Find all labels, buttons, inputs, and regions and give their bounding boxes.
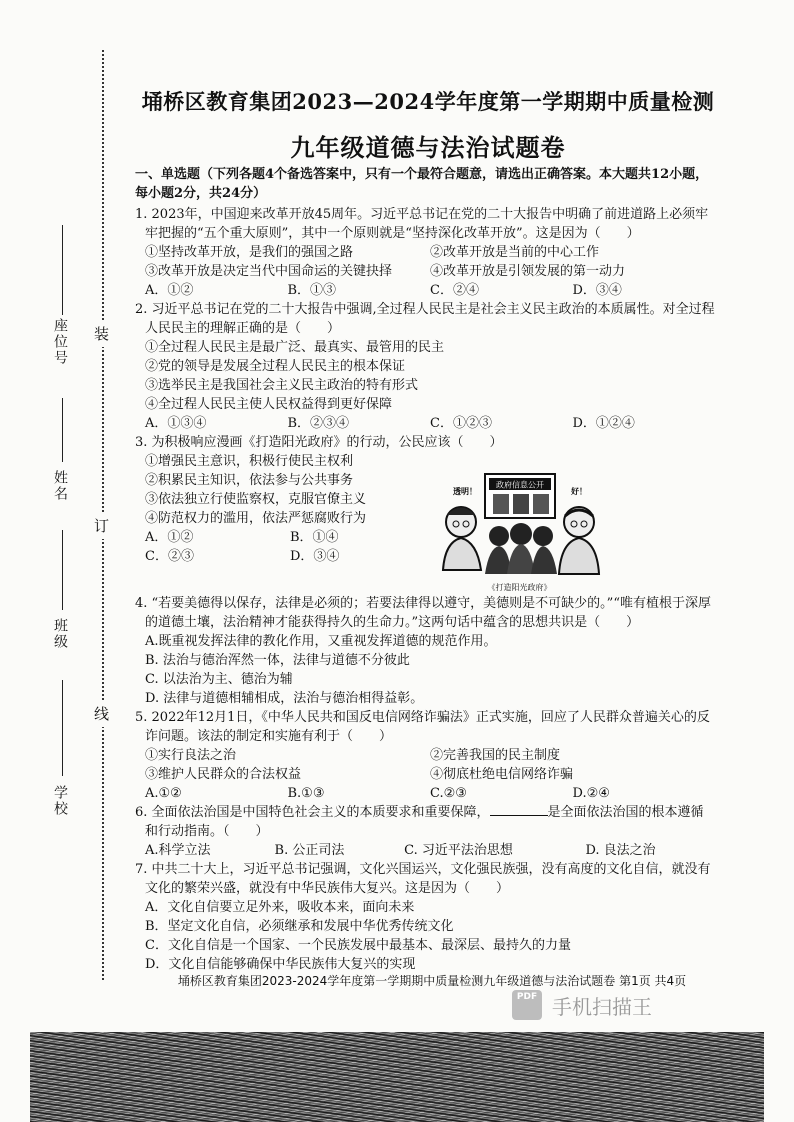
answer-choice[interactable]: C．②③ [145, 549, 194, 564]
statement-item: ③选举民主是我国社会主义民主政治的特有形式 [145, 378, 419, 393]
answer-choice[interactable]: A．文化自信要立足外来，吸收本来，面向未来 [145, 900, 415, 915]
answer-choice[interactable]: D. 法律与道德相辅相成，法治与德治相得益彰。 [145, 691, 424, 706]
answer-choice[interactable]: D．③④ [572, 283, 622, 298]
class-field-line [62, 530, 63, 610]
question-stem [135, 803, 715, 841]
exam-title: 埇桥区教育集团2023—2024学年度第一学期期中质量检测 [141, 89, 715, 114]
binding-mark-xian: 线 [94, 700, 109, 727]
question-4 [135, 594, 715, 708]
question-stem: 4. “若要美德得以保存，法律是必须的；若要法律得以遵守，美德则是不可缺少的。”“唯有植根于深厚的道德土壤，法治精神才能获得持久的生命力。”这两句话中蕴含的思想共识是（ ） [135, 596, 711, 630]
watermark-text: 手机扫描王 [552, 994, 652, 1019]
answer-choice[interactable]: A.科学立法 [145, 843, 211, 858]
seat-label: 座位号 [52, 318, 68, 366]
pdf-badge-icon: PDF [512, 990, 542, 1020]
answer-choice[interactable]: A.既重视发挥法律的教化作用，又重视发挥道德的规范作用。 [145, 634, 497, 649]
class-label: 班级 [52, 618, 68, 650]
school-field-line [62, 680, 63, 776]
question-stem: 3. 为积极响应漫画《打造阳光政府》的行动，公民应该（ ） [135, 435, 503, 450]
seat-field-line [62, 225, 63, 315]
answer-choice[interactable]: C．①②③ [430, 416, 492, 431]
statement-item: ②党的领导是发展全过程人民民主的根本保证 [145, 359, 406, 374]
question-1 [135, 205, 715, 300]
answer-choice[interactable]: B．①④ [290, 530, 339, 545]
question-3 [135, 433, 715, 590]
answer-choice[interactable]: B. 法治与德治浑然一体，法律与道德不分彼此 [145, 653, 410, 668]
scan-noise-strip [30, 1032, 764, 1122]
answer-choice[interactable]: B．坚定文化自信，必须继承和发展中华优秀传统文化 [145, 919, 454, 934]
statement-item: ④防范权力的滥用，依法严惩腐败行为 [145, 511, 367, 526]
binding-margin [0, 0, 118, 1030]
answer-choice[interactable]: A．①② [145, 530, 194, 545]
cartoon-right-speech: 好！ [571, 487, 587, 496]
cartoon-caption: 《打造阳光政府》 [487, 583, 552, 592]
question-7 [135, 860, 715, 974]
answer-choice[interactable]: A．①② [145, 283, 194, 298]
statement-item: ④全过程人民民主使人民权益得到更好保障 [145, 397, 393, 412]
answer-choice[interactable]: B.①③ [287, 786, 325, 801]
statement-item: ②改革开放是当前的中心工作 [430, 245, 600, 260]
statement-item: ③依法独立行使监察权，克服官僚主义 [145, 492, 367, 507]
answer-choice[interactable]: C．②④ [430, 283, 479, 298]
question-stem: 2. 习近平总书记在党的二十大报告中强调,全过程人民民主是社会主义民主政治的本质属性。对全过程人民民主的理解正确的是（ ） [135, 302, 715, 336]
statement-item: ②完善我国的民主制度 [430, 748, 561, 763]
answer-choice[interactable]: B. 公正司法 [274, 843, 345, 858]
question-stem-part: 6. 全面依法治国是中国特色社会主义的本质要求和重要保障， [135, 805, 490, 820]
statement-item: ①全过程人民民主是最广泛、最真实、最管用的民主 [145, 340, 445, 355]
answer-choice[interactable]: C. 以法治为主、德治为辅 [145, 672, 293, 687]
section-heading: 一、单选题（下列各题4个备选答案中，只有一个最符合题意，请选出正确答案。本大题共12小题，每小题2分，共24分） [135, 167, 709, 201]
binding-mark-ding: 订 [94, 512, 109, 539]
cartoon-illustration [437, 470, 602, 578]
answer-choice[interactable]: B．②③④ [287, 416, 350, 431]
cartoon-board-text: 政府信息公开 [496, 480, 544, 490]
answer-choice[interactable]: C.②③ [430, 786, 467, 801]
answer-choice[interactable]: A.①② [145, 786, 182, 801]
statement-item: ④改革开放是引领发展的第一动力 [430, 264, 626, 279]
binding-mark-zhuang: 装 [94, 320, 109, 347]
question-stem: 7. 中共二十大上，习近平总书记强调，文化兴国运兴，文化强民族强，没有高度的文化自信，就没有文化的繁荣兴盛，就没有中华民族伟大复兴。这是因为（ ） [135, 862, 711, 896]
statement-item: ②积累民主知识，依法参与公共事务 [145, 473, 354, 488]
answer-choice[interactable]: D．文化自信能够确保中华民族伟大复兴的实现 [145, 957, 416, 972]
answer-choice[interactable]: D．①②④ [572, 416, 635, 431]
answer-choice[interactable]: C. 习近平法治思想 [404, 843, 513, 858]
statement-item: ③维护人民群众的合法权益 [145, 767, 302, 782]
statement-item: ③改革开放是决定当代中国命运的关键抉择 [145, 264, 393, 279]
question-6 [135, 803, 715, 860]
answer-choice[interactable]: D. 良法之治 [585, 843, 656, 858]
name-field-line [62, 398, 63, 462]
answer-choice[interactable]: D.②④ [572, 786, 610, 801]
question-stem-part: 是全面依法治国的根本遵循和行动指南。（ ） [145, 805, 704, 839]
question-stem: 1. 2023年，中国迎来改革开放45周年。习近平总书记在党的二十大报告中明确了前进道路上必须牢牢把握的“五个重大原则”，其中一个原则就是“坚持深化改革开放”。这是因为（ ） [135, 207, 709, 241]
sunshine-government-cartoon [437, 470, 602, 590]
page-footer: 埇桥区教育集团2023-2024学年度第一学期期中质量检测九年级道德与法治试题卷 第1页 共4页 [177, 974, 687, 988]
statement-item: ④彻底杜绝电信网络诈骗 [430, 767, 574, 782]
name-label: 姓名 [52, 470, 68, 502]
school-label: 学校 [52, 785, 68, 817]
answer-choice[interactable]: D．③④ [290, 549, 340, 564]
answer-choice[interactable]: A．①③④ [145, 416, 207, 431]
cartoon-left-speech: 透明！ [453, 487, 477, 496]
answer-choice[interactable]: B．①③ [287, 283, 337, 298]
statement-item: ①坚持改革开放，是我们的强国之路 [145, 245, 354, 260]
exam-content [135, 165, 715, 974]
statement-item: ①增强民主意识，积极行使民主权利 [145, 454, 354, 469]
scanner-watermark [512, 985, 712, 1025]
question-2 [135, 300, 715, 433]
answer-choice[interactable]: C．文化自信是一个国家、一个民族发展中最基本、最深层、最持久的力量 [145, 938, 571, 953]
question-5 [135, 708, 715, 803]
exam-subtitle: 九年级道德与法治试题卷 [290, 133, 566, 162]
statement-item: ①实行良法之治 [145, 748, 237, 763]
question-stem: 5. 2022年12月1日，《中华人民共和国反电信网络诈骗法》正式实施，回应了人民群众普遍关心的反诈问题。该法的制定和实施有利于（ ） [135, 710, 710, 744]
fill-in-blank [490, 803, 548, 816]
